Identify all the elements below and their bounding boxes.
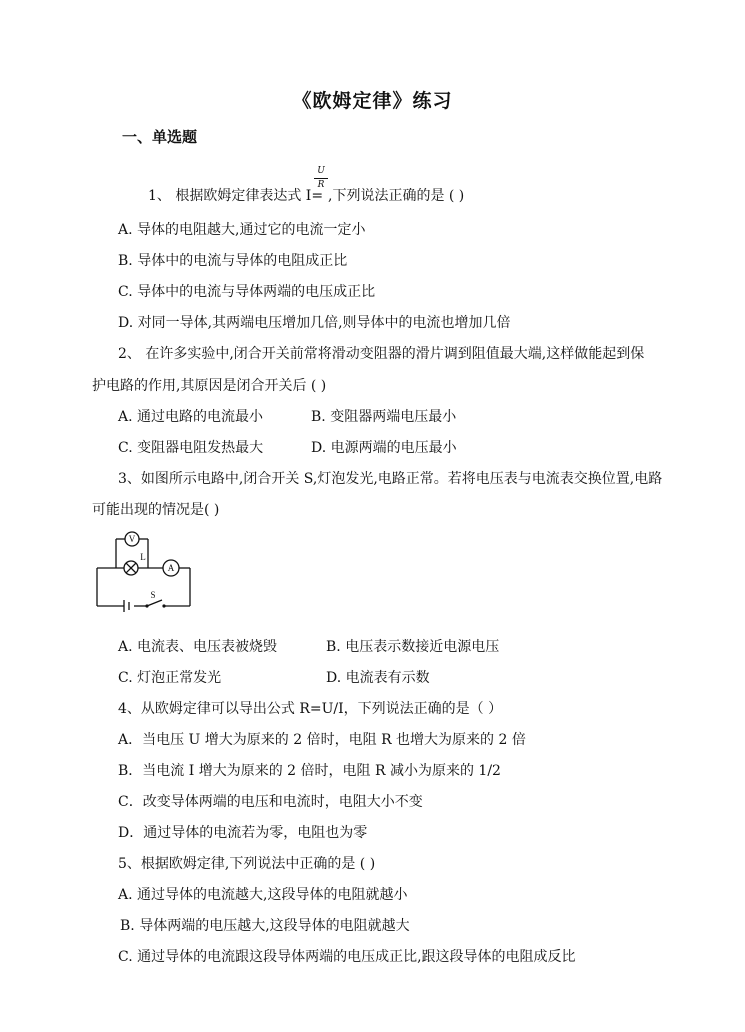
q5-option-b: B. 导体两端的电压越大,这段导体的电阻就越大	[120, 918, 410, 934]
q2-option-c: C. 变阻器电阻发热最大	[118, 440, 264, 456]
switch-label: S	[150, 590, 156, 600]
ammeter-label: A	[167, 563, 175, 573]
q1-stem-prefix: 1、 根据欧姆定律表达式 I=	[148, 188, 324, 204]
q1-option-b: B. 导体中的电流与导体的电阻成正比	[118, 253, 348, 269]
q4-option-a: A．当电压 U 增大为原来的 2 倍时，电阻 R 也增大为原来的 2 倍	[118, 732, 526, 748]
q5-option-c: C. 通过导体的电流跟这段导体两端的电压成正比,跟这段导体的电阻成反比	[118, 949, 576, 965]
q1-option-c: C. 导体中的电流与导体两端的电压成正比	[118, 284, 376, 300]
q2-stem-line1: 2、 在许多实验中,闭合开关前常将滑动变阻器的滑片调到阻值最大端,这样做能起到保	[118, 346, 645, 362]
circuit-diagram	[92, 530, 202, 612]
q2-option-a: A. 通过电路的电流最小	[118, 409, 264, 425]
q3-stem-line2: 可能出现的情况是( )	[92, 502, 220, 518]
q1-fraction-numerator: U	[317, 166, 325, 176]
q5-stem: 5、根据欧姆定律,下列说法中正确的是 ( )	[118, 856, 376, 872]
q5-option-a: A. 通过导体的电流越大,这段导体的电阻就越小	[118, 887, 408, 903]
lamp-label: L	[140, 552, 146, 562]
q4-option-d: D．通过导体的电流若为零，电阻也为零	[118, 825, 368, 841]
q2-option-d: D. 电源两端的电压最小	[311, 440, 457, 456]
q1-stem-suffix: ,下列说法正确的是 ( )	[328, 188, 465, 204]
q1-stem	[148, 185, 323, 205]
q1-fraction-denominator: R	[317, 180, 325, 190]
q4-option-c: C．改变导体两端的电压和电流时，电阻大小不变	[118, 794, 423, 810]
q1-fraction	[314, 166, 328, 191]
q1-option-d: D. 对同一导体,其两端电压增加几倍,则导体中的电流也增加几倍	[118, 315, 511, 331]
q3-option-d: D. 电流表有示数	[326, 670, 430, 686]
q3-option-c: C. 灯泡正常发光	[118, 670, 222, 686]
q3-option-a: A. 电流表、电压表被烧毁	[118, 639, 278, 655]
q2-option-b: B. 变阻器两端电压最小	[311, 409, 457, 425]
q1-option-a: A. 导体的电阻越大,通过它的电流一定小	[118, 222, 366, 238]
q4-option-b: B．当电流 I 增大为原来的 2 倍时，电阻 R 减小为原来的 1/2	[118, 763, 501, 779]
q2-stem-line2: 护电路的作用,其原因是闭合开关后 ( )	[92, 378, 327, 394]
q3-option-b: B. 电压表示数接近电源电压	[326, 639, 500, 655]
q3-stem-line1: 3、如图所示电路中,闭合开关 S,灯泡发光,电路正常。若将电压表与电流表交换位置,电路	[118, 471, 663, 487]
section-heading: 一、单选题	[122, 128, 198, 146]
document-title: 《欧姆定律》练习	[292, 90, 453, 112]
voltmeter-label: V	[128, 534, 136, 544]
q4-stem: 4、从欧姆定律可以导出公式 R=U/I，下列说法正确的是（ ）	[118, 701, 503, 717]
